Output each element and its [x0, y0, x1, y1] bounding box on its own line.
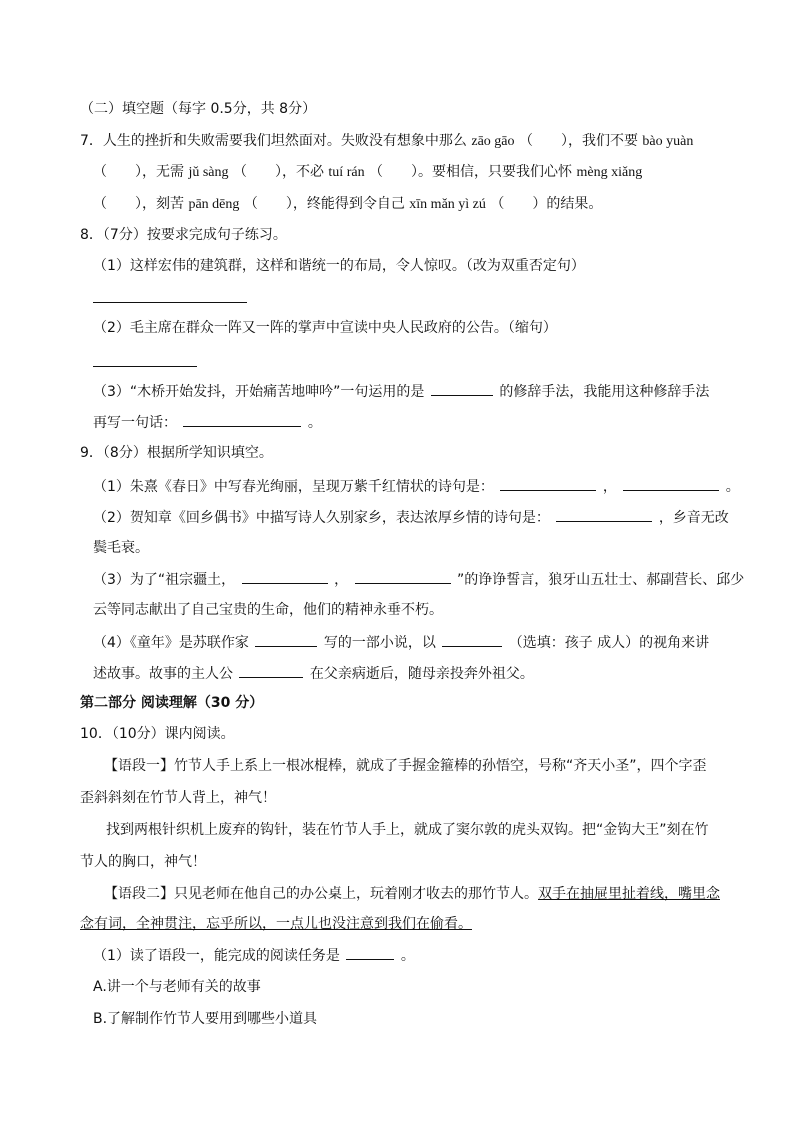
q8-sentence3-cont [93, 412, 322, 433]
q7-text: （ ），无需 [93, 164, 184, 180]
q8-text: 。 [307, 415, 322, 431]
underlined-text: 双手在抽屉里扯着线，嘴里念 [538, 886, 720, 902]
q7-text: （ ）的结果。 [490, 196, 603, 212]
q7-text: （ ），我们不要 [518, 133, 638, 149]
q7-text: （ ）。要相信，只要我们心怀 [369, 164, 573, 180]
q9-title: 9．（8分）根据所学知识填空。 [80, 445, 273, 461]
passage2-text: 【语段二】只见老师在他自己的办公桌上，玩着刚才收去的那竹节人。 [104, 886, 538, 902]
q9-text: 。 [725, 479, 740, 495]
q9-item4-cont [93, 663, 534, 684]
q9-text: ，乡音无改 [658, 510, 729, 526]
q9-item3-cont: 云等同志献出了自己宝贵的生命，他们的精神永垂不朽。 [93, 602, 443, 618]
answer-line[interactable] [93, 302, 247, 303]
q9-text: 述故事。故事的主人公 [93, 666, 233, 682]
option-a[interactable]: A.讲一个与老师有关的故事 [93, 979, 261, 995]
answer-blank[interactable] [442, 632, 502, 647]
q9-text: ， [334, 572, 349, 588]
answer-blank[interactable] [255, 632, 317, 647]
answer-blank[interactable] [346, 945, 394, 960]
section-title: （二）填空题（每字 0.5分，共 8分） [80, 101, 317, 117]
answer-blank[interactable] [239, 663, 303, 678]
q8-text: （3）“木桥开始发抖，开始痛苦地呻吟”一句运用的是 [93, 384, 425, 400]
q7-text: 7．人生的挫折和失败需要我们坦然面对。失败没有想象中那么 [80, 133, 467, 149]
q9-text: ”的诤诤誓言，狼牙山五壮士、郝副营长、邱少 [456, 572, 745, 588]
answer-blank[interactable] [623, 476, 719, 491]
q9-text: ， [602, 479, 617, 495]
q8-sentence3 [93, 381, 709, 402]
passage1-line1: 【语段一】竹节人手上系上一根冰棍棒，就成了手握金箍棒的孙悟空，号称“齐天小圣”，四个字歪 [104, 758, 707, 774]
passage1-line2: 歪斜斜刻在竹节人背上，神气！ [80, 790, 276, 806]
q10-title: 10．（10分）课内阅读。 [80, 726, 235, 742]
q10-text: （1）读了语段一，能完成的阅读任务是 [93, 948, 340, 964]
answer-line[interactable] [93, 366, 197, 367]
q8-text: 再写一句话： [93, 415, 177, 431]
q7-text: （ ），刻苦 [93, 196, 184, 212]
pinyin: mèng xiǎng [576, 165, 643, 180]
q8-title: 8．（7分）按要求完成句子练习。 [80, 227, 287, 243]
q7-text: （ ），不必 [232, 164, 324, 180]
pinyin: pān dēng [188, 197, 240, 212]
q8-sentence2: （2）毛主席在群众一阵又一阵的掌声中宣读中央人民政府的公告。（缩句） [93, 320, 557, 336]
pinyin: jǔ sàng [188, 165, 229, 180]
passage2-line2: 念有词，全神贯注，忘乎所以，一点儿也没注意到我们在偷看。 [80, 916, 472, 932]
q9-item4 [93, 632, 709, 653]
option-b[interactable]: B.了解制作竹节人要用到哪些小道具 [93, 1011, 318, 1027]
q9-text: 写的一部小说，以 [323, 635, 436, 651]
q7-line1 [80, 131, 693, 152]
q7-line3 [93, 194, 602, 215]
q7-line2 [93, 162, 642, 183]
q7-text: （ ），终能得到令自己 [243, 196, 405, 212]
q10-text: 。 [400, 948, 415, 964]
pinyin: tuí rán [328, 165, 365, 180]
q8-text: 的修辞手法，我能用这种修辞手法 [499, 384, 710, 400]
q9-text: （3）为了“祖宗疆土， [93, 572, 236, 588]
q9-item2 [93, 507, 729, 528]
answer-blank[interactable] [556, 507, 652, 522]
q9-text: （4）《童年》是苏联作家 [93, 635, 249, 651]
q10-sub1 [93, 945, 415, 966]
q9-item3 [93, 569, 744, 590]
q9-item1 [93, 476, 740, 497]
pinyin: bào yuàn [642, 134, 694, 149]
answer-blank[interactable] [500, 476, 596, 491]
passage2-line1 [104, 884, 720, 904]
q9-text: （1）朱熹《春日》中写春光绚丽，呈现万紫千红情状的诗句是： [93, 479, 494, 495]
answer-blank[interactable] [183, 412, 301, 427]
passage1-line3: 找到两根针织机上废弃的钩针，装在竹节人手上，就成了窦尔敦的虎头双钩。把“金钩大王”刻在竹 [106, 822, 709, 838]
answer-blank[interactable] [431, 381, 493, 396]
q9-text: （2）贺知章《回乡偶书》中描写诗人久别家乡，表达浓厚乡情的诗句是： [93, 510, 550, 526]
answer-blank[interactable] [355, 569, 451, 584]
q9-text: （选填：孩子 成人）的视角来讲 [508, 635, 710, 651]
passage1-line4: 节人的胸口，神气！ [80, 854, 206, 870]
pinyin: zāo gāo [471, 134, 515, 149]
part2-title: 第二部分 阅读理解（30 分） [80, 695, 264, 711]
q9-item2-cont: 鬓毛衰。 [93, 540, 149, 556]
q8-sentence1: （1）这样宏伟的建筑群，这样和谐统一的布局，令人惊叹。（改为双重否定句） [93, 258, 585, 274]
answer-blank[interactable] [242, 569, 328, 584]
pinyin: xīn mǎn yì zú [409, 197, 486, 212]
q9-text: 在父亲病逝后，随母亲投奔外祖父。 [309, 666, 534, 682]
